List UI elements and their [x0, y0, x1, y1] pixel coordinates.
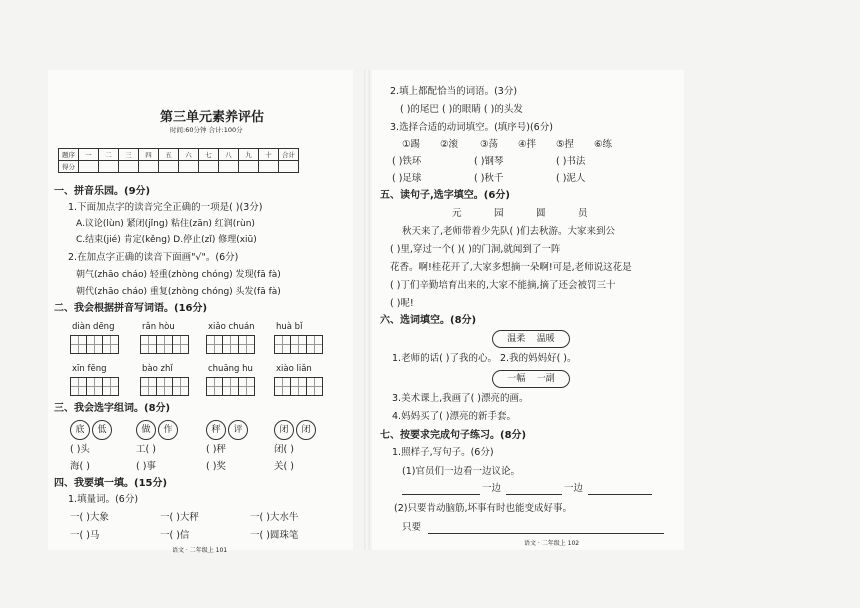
grid-cell — [206, 335, 223, 354]
r-q2: 2.填上都配恰当的词语。(3分) — [390, 86, 518, 97]
score-cell — [99, 161, 119, 173]
score-cell — [179, 161, 199, 173]
pinyin-label: huà bǐ — [276, 322, 303, 332]
measure-blank: 一( )大水牛 — [250, 512, 299, 523]
grid-cell — [274, 335, 291, 354]
grid-cell — [290, 335, 307, 354]
s6-q3: 3.美术课上,我画了( )漂亮的画。 — [392, 393, 529, 404]
grid-cell — [172, 335, 189, 354]
word-blank: ( )秤 — [206, 444, 226, 455]
s1-q1: 1.下面加点字的读音完全正确的一项是( )(3分) — [68, 202, 263, 213]
char-circle: 作 — [158, 420, 178, 440]
score-header-cell: 七 — [199, 149, 219, 161]
word-blank: ( )事 — [136, 461, 156, 472]
blank-line — [402, 494, 480, 495]
s5-p2: ( )里,穿过一个( )( )的门洞,就闻到了一阵 — [390, 244, 561, 255]
score-cell — [219, 161, 239, 173]
measure-blank: 一( )圆珠笔 — [250, 530, 299, 541]
verb-option: ②滚 — [440, 139, 459, 150]
s5-p3: 花香。啊!桂花开了,大家多想摘一朵啊!可是,老师说这花是 — [390, 262, 632, 273]
word-blank: ( )奖 — [206, 461, 226, 472]
s7-q1: 1.照样子,写句子。(6分) — [392, 447, 494, 458]
grid-cell — [206, 377, 223, 396]
grid-cell — [86, 335, 103, 354]
verb-blank: ( )钢琴 — [474, 156, 504, 167]
section-6-heading: 六、选词填空。(8分) — [380, 315, 477, 326]
s1-row1: 朝气(zhāo cháo) 轻重(zhòng chóng) 发现(fā fà) — [76, 270, 281, 280]
score-header-cell: 六 — [179, 149, 199, 161]
grid-cell — [306, 335, 323, 354]
blank-line — [428, 533, 664, 534]
grid-cell — [290, 377, 307, 396]
word-blank: 关( ) — [274, 461, 294, 472]
measure-blank: 一( )信 — [160, 530, 190, 541]
char-circle: 闭 — [274, 420, 294, 440]
s5-p4: ( )丁们辛勤培育出来的,大家不能摘,摘了还会被罚三十 — [390, 280, 616, 291]
s5-p1: 秋天来了,老师带着少先队( )们去秋游。大家来到公 — [402, 226, 615, 237]
s4-q1: 1.填量词。(6分) — [68, 494, 139, 505]
score-header-cell: 五 — [159, 149, 179, 161]
word-blank: 闭( ) — [274, 444, 294, 455]
left-footer: 语文 · 二年级上 101 — [172, 547, 228, 554]
verb-option: ①踢 — [402, 139, 421, 150]
writing-grid — [140, 335, 188, 354]
s1-q2: 2.在加点字正确的读音下面画"√"。(6分) — [68, 252, 239, 263]
measure-blank: 一( )大象 — [70, 512, 109, 523]
s7-ex1: (1)官员们一边看一边议论。 — [402, 466, 520, 477]
grid-cell — [156, 335, 173, 354]
s1-row2: 朝代(zhāo cháo) 重复(zhòng chóng) 头发(fā fà) — [76, 287, 281, 297]
score-header-cell: 八 — [219, 149, 239, 161]
pinyin-label: chuāng hu — [208, 364, 253, 374]
char-option: 圆 — [536, 208, 546, 219]
s6-q1: 1.老师的话( )了我的心。 2.我的妈妈好( )。 — [392, 353, 577, 364]
section-3-heading: 三、我会选字组词。(8分) — [54, 403, 171, 414]
grid-cell — [156, 377, 173, 396]
pinyin-label: xīn fēng — [72, 364, 107, 374]
writing-grid — [274, 377, 322, 396]
pinyin-label: rǎn hòu — [142, 322, 175, 332]
section-7-heading: 七、按要求完成句子练习。(8分) — [380, 430, 527, 441]
score-cell — [259, 161, 279, 173]
verb-blank: ( )足球 — [392, 173, 422, 184]
grid-cell — [222, 377, 239, 396]
s7-ex2: (2)只要肯动脑筋,坏事有时也能变成好事。 — [394, 503, 572, 514]
word-box-2: 一幅 一副 — [492, 370, 570, 388]
blank-line — [506, 494, 562, 495]
grid-cell — [86, 377, 103, 396]
char-circle: 评 — [228, 420, 248, 440]
grid-cell — [274, 377, 291, 396]
pinyin-label: xiào liǎn — [276, 364, 312, 374]
char-circle: 底 — [70, 420, 90, 440]
score-cell — [279, 161, 299, 173]
measure-blank: 一( )大秤 — [160, 512, 199, 523]
section-4-heading: 四、我要填一填。(15分) — [54, 478, 168, 489]
char-option: 员 — [578, 208, 588, 219]
grid-cell — [172, 377, 189, 396]
grid-cell — [306, 377, 323, 396]
word-box-1: 温柔 温暖 — [492, 330, 570, 348]
verb-option: ④拌 — [518, 139, 537, 150]
s7-blank1-b: 一边 — [564, 483, 584, 494]
verb-blank: ( )书法 — [556, 156, 586, 167]
word-blank: 工( ) — [136, 444, 156, 455]
score-header-cell: 合计 — [279, 149, 299, 161]
s7-blank1-a: 一边 — [482, 483, 502, 494]
section-5-heading: 五、读句子,选字填空。(6分) — [380, 190, 510, 201]
verb-blank: ( )铁环 — [392, 156, 422, 167]
grid-cell — [238, 377, 255, 396]
blank-line — [588, 494, 652, 495]
page-fold — [364, 70, 370, 550]
score-header-cell: 一 — [79, 149, 99, 161]
page-title: 第三单元素养评估 — [160, 110, 265, 125]
pinyin-label: bào zhǐ — [142, 364, 173, 374]
score-cell — [239, 161, 259, 173]
grid-cell — [140, 335, 157, 354]
grid-cell — [70, 335, 87, 354]
s6-q4: 4.妈妈买了( )漂亮的新手套。 — [392, 411, 516, 422]
verb-blank: ( )秋千 — [474, 173, 504, 184]
word-blank: ( )头 — [70, 444, 90, 455]
grid-cell — [238, 335, 255, 354]
grid-cell — [102, 377, 119, 396]
score-cell — [79, 161, 99, 173]
char-option: 园 — [494, 208, 504, 219]
score-header-cell: 十 — [259, 149, 279, 161]
score-header-cell: 题序 — [59, 149, 79, 161]
verb-option: ⑥练 — [594, 139, 613, 150]
pinyin-label: diàn dēng — [72, 322, 115, 332]
char-circle: 闭 — [296, 420, 316, 440]
pinyin-label: xiǎo chuán — [208, 322, 255, 332]
writing-grid — [70, 377, 118, 396]
score-header-cell: 四 — [139, 149, 159, 161]
score-header-cell: 二 — [99, 149, 119, 161]
writing-grid — [70, 335, 118, 354]
r-q2-line: ( )的尾巴 ( )的眼睛 ( )的头发 — [400, 104, 523, 115]
score-cell — [159, 161, 179, 173]
score-cell — [119, 161, 139, 173]
measure-blank: 一( )马 — [70, 530, 100, 541]
section-1-heading: 一、拼音乐园。(9分) — [54, 186, 151, 197]
grid-cell — [102, 335, 119, 354]
word-blank: 海( ) — [70, 461, 90, 472]
score-cell — [199, 161, 219, 173]
char-circle: 低 — [92, 420, 112, 440]
s1-optC: C.结束(jié) 肯定(kěng) D.停止(zǐ) 修理(xiū) — [76, 235, 257, 245]
grid-cell — [222, 335, 239, 354]
page-subtitle: 时间:60分钟 合计:100分 — [170, 126, 243, 134]
s1-optA: A.议论(lùn) 紧闭(jǐng) 粘住(zān) 红润(rùn) — [76, 219, 255, 229]
verb-blank: ( )泥人 — [556, 173, 586, 184]
char-circle: 做 — [136, 420, 156, 440]
r-q3: 3.选择合适的动词填空。(填序号)(6分) — [390, 122, 553, 133]
grid-cell — [70, 377, 87, 396]
score-table — [58, 148, 299, 173]
s7-blank2: 只要 — [402, 522, 422, 533]
verb-option: ③荡 — [480, 139, 499, 150]
writing-grid — [274, 335, 322, 354]
grid-cell — [140, 377, 157, 396]
score-cell — [139, 161, 159, 173]
char-option: 元 — [452, 208, 462, 219]
score-header-cell: 三 — [119, 149, 139, 161]
right-footer: 语文 · 二年级上 102 — [524, 540, 580, 547]
verb-option: ⑤捏 — [556, 139, 575, 150]
score-row-label: 得分 — [59, 161, 79, 173]
writing-grid — [206, 335, 254, 354]
char-circle: 秤 — [206, 420, 226, 440]
writing-grid — [206, 377, 254, 396]
score-header-cell: 九 — [239, 149, 259, 161]
s5-p5: ( )呢! — [390, 298, 414, 309]
section-2-heading: 二、我会根据拼音写词语。(16分) — [54, 303, 208, 314]
writing-grid — [140, 377, 188, 396]
